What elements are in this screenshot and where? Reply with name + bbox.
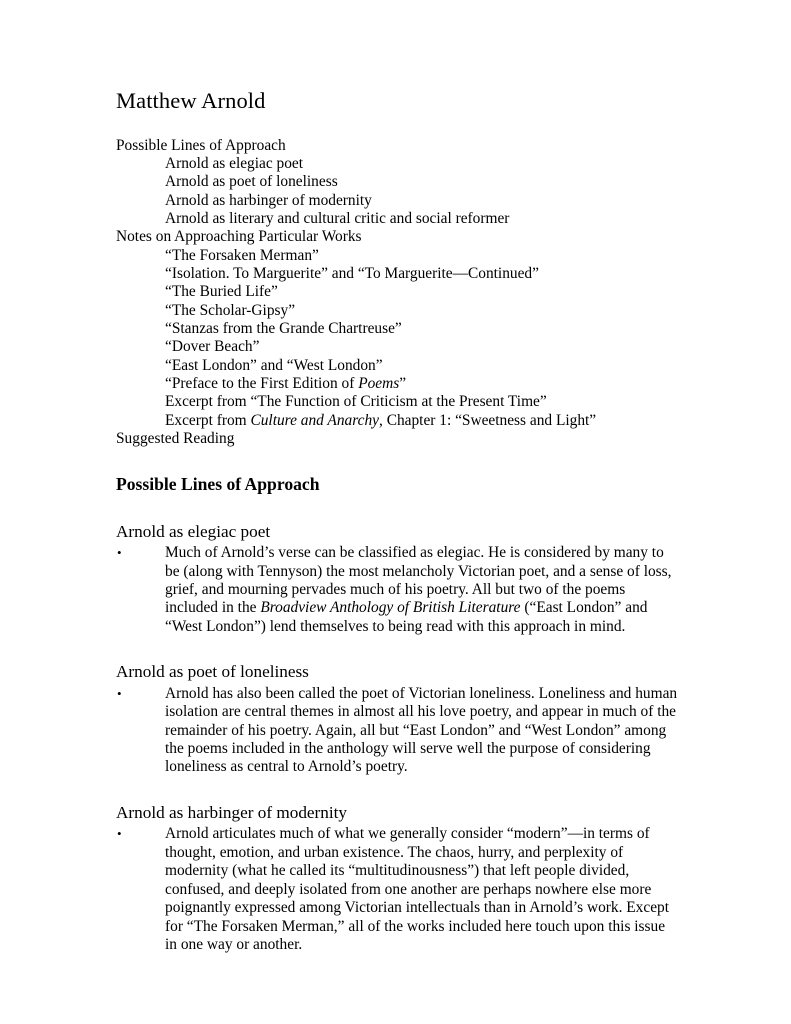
bullet-body-text: Arnold has also been called the poet of Victorian loneliness. Loneliness and human isolation are central themes in almost all his love poetry, and appear in much of the remainder of his poetry. Again, all but “East London” and “West London” among the poems included in the anthology will serve well the purpose of considering loneliness as central to Arnold’s poetry. — [165, 684, 678, 776]
section-heading-possible-lines-of-approach: Possible Lines of Approach — [116, 474, 320, 495]
toc-item: “The Forsaken Merman” — [165, 246, 319, 264]
bullet-paragraph — [116, 544, 678, 636]
page-title: Matthew Arnold — [116, 88, 266, 113]
toc-item: Arnold as literary and cultural critic and social reformer — [165, 209, 510, 227]
toc-item: “The Scholar-Gipsy” — [165, 301, 296, 319]
toc-item: “The Buried Life” — [165, 283, 278, 301]
toc-item: Excerpt from Culture and Anarchy, Chapter 1: “Sweetness and Light” — [165, 411, 597, 429]
bullet-icon: • — [117, 545, 122, 561]
bullet-paragraph — [116, 825, 678, 954]
table-of-contents — [116, 137, 678, 449]
subsection-heading: Arnold as poet of loneliness — [116, 662, 309, 682]
toc-item: Notes on Approaching Particular Works — [116, 228, 362, 246]
toc-item: Arnold as elegiac poet — [165, 154, 304, 172]
toc-item: “East London” and “West London” — [165, 356, 383, 374]
toc-item: “Dover Beach” — [165, 338, 260, 356]
subsection-heading: Arnold as elegiac poet — [116, 521, 271, 541]
toc-item: Arnold as harbinger of modernity — [165, 191, 372, 209]
bullet-body-text: Arnold articulates much of what we generally consider “modern”—in terms of thought, emotion, and urban existence. The chaos, hurry, and perplexity of modernity (what he called its “multitudinousness”) that left people divided, confused, and deeply isolated from one another are perhaps nowhere else more poignantly expressed among Victorian intellectuals than in Arnold’s work. Except for “The Forsaken Merman,” all of the works included here touch upon this issue in one way or another. — [165, 825, 670, 953]
toc-item: “Stanzas from the Grande Chartreuse” — [165, 319, 402, 337]
subsections-container — [116, 522, 678, 955]
subsection-heading: Arnold as harbinger of modernity — [116, 802, 348, 822]
toc-item: Excerpt from “The Function of Criticism at the Present Time” — [165, 393, 547, 411]
toc-item: Arnold as poet of loneliness — [165, 173, 338, 191]
bullet-paragraph — [116, 685, 678, 777]
bullet-icon: • — [117, 685, 122, 701]
toc-item: Possible Lines of Approach — [116, 136, 286, 154]
toc-item: “Isolation. To Marguerite” and “To Marguerite—Continued” — [165, 264, 539, 282]
bullet-body-text: Much of Arnold’s verse can be classified as elegiac. He is considered by many to be (along with Tennyson) the most melancholy Victorian poet, and a sense of loss, grief, and mourning pervades much of his poetry. All but two of the poems included in the Broadview Anthology of British Literature (“East London” and “West London”) lend themselves to being read with this approach in mind. — [165, 544, 672, 635]
bullet-icon: • — [117, 826, 122, 842]
toc-item: “Preface to the First Edition of Poems” — [165, 375, 407, 393]
toc-item: Suggested Reading — [116, 430, 235, 448]
